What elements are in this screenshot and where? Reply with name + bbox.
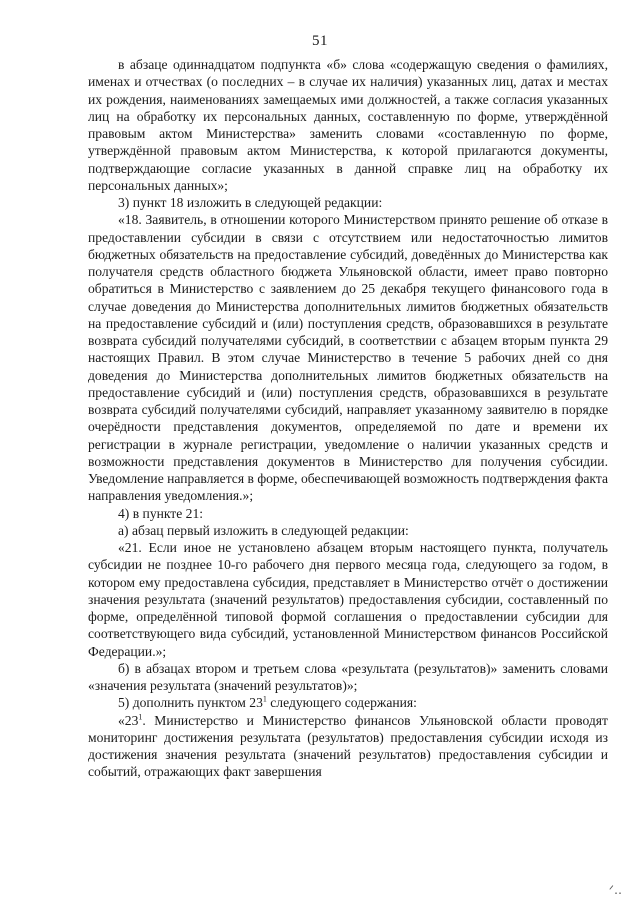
paragraph-amendment-subparagraph-b: в абзаце одиннадцатом подпункта «б» слова «содержащую сведения о фамилиях, именах и отчествах (о последних – в случае их наличия) указанных лиц, датах и местах их рождения, наименованиях замещаемых ими должностей, а также согласия указанных лиц на обработку их персональных данных, составленную по форме, утверждённой правовым актом Министерства» заменить словами «составленную по форме, утверждённой правовым актом Министерства, к которой прилагаются документы, подтверждающие согласие указанных в данной справке лиц на обработку их персональных данных»; <box>88 57 608 193</box>
paragraph-item-3: 3) пункт 18 изложить в следующей редакции: <box>118 195 383 210</box>
paragraph-text: следующего содержания: <box>266 695 417 711</box>
paragraph-item-4b: б) в абзацах втором и третьем слова «результата (результатов)» заменить словами «значения результата (значений результатов)»; <box>88 660 608 693</box>
superscript: 1 <box>138 711 143 721</box>
paragraph-item-5 <box>88 694 608 711</box>
paragraph-text: . Министерство и Министерство финансов Ульяновской области проводят мониторинг достижения результата (результатов) предоставления субсидии исходя из достижения значения результата (значений результатов) предоставления субсидии и событий, отражающих факт завершения <box>88 712 608 780</box>
handwritten-mark: ᐟ‥ <box>608 883 622 897</box>
paragraph-text: 5) дополнить пунктом 23 <box>118 695 263 711</box>
paragraph-item-4a: а) абзац первый изложить в следующей редакции: <box>118 522 409 538</box>
superscript: 1 <box>262 694 267 704</box>
paragraph-item-4: 4) в пункте 21: <box>118 505 204 521</box>
paragraph-point-18: «18. Заявитель, в отношении которого Министерством принято решение об отказе в предоставлении субсидии в связи с отсутствием или недостаточностью лимитов бюджетных обязательств на предоставление субсидий, доведённых до Министерства как получателя средств областного бюджета Ульяновской области, имеет право повторно обратиться в Министерство с заявлением до 25 декабря текущего финансового года в случае доведения до Министерства дополнительных лимитов бюджетных обязательств на предоставление субсидий и (или) поступления средств, образовавшихся в результате возврата субсидий получателями субсидий, в соответствии с абзацем вторым пункта 29 настоящих Правил. В этом случае Министерство в течение 5 рабочих дней со дня доведения до Министерства дополнительных лимитов бюджетных обязательств на предоставление субсидий и (или) поступления средств, образовавшихся в результате возврата субсидий получателями субсидий, направляет указанному заявителю в порядке очерёдности представления документов, определяемой по дате и времени их регистрации в журнале регистрации, уведомление о наличии указанных средств и возможности представления документов в Министерство для получения субсидии. Уведомление направляется в форме, обеспечивающей возможность подтверждения факта направления уведомления.»; <box>88 212 608 504</box>
page-number: 51 <box>312 33 328 49</box>
paragraph-point-21: «21. Если иное не установлено абзацем вторым настоящего пункта, получатель субсидии не позднее 10-го рабочего дня первого месяца года, следующего за годом, в котором ему предоставлена субсидия, представляет в Министерство отчёт о достижении значения результата (значений результатов) предоставления субсидии, составленный по форме, определённой типовой формой соглашения о предоставлении субсидии для соответствующего вида субсидий, установленной Министерством финансов Российской Федерации.»; <box>88 540 608 659</box>
paragraph-point-23-1 <box>88 712 608 781</box>
paragraph-text: «23 <box>118 712 139 728</box>
document-body <box>88 56 608 781</box>
